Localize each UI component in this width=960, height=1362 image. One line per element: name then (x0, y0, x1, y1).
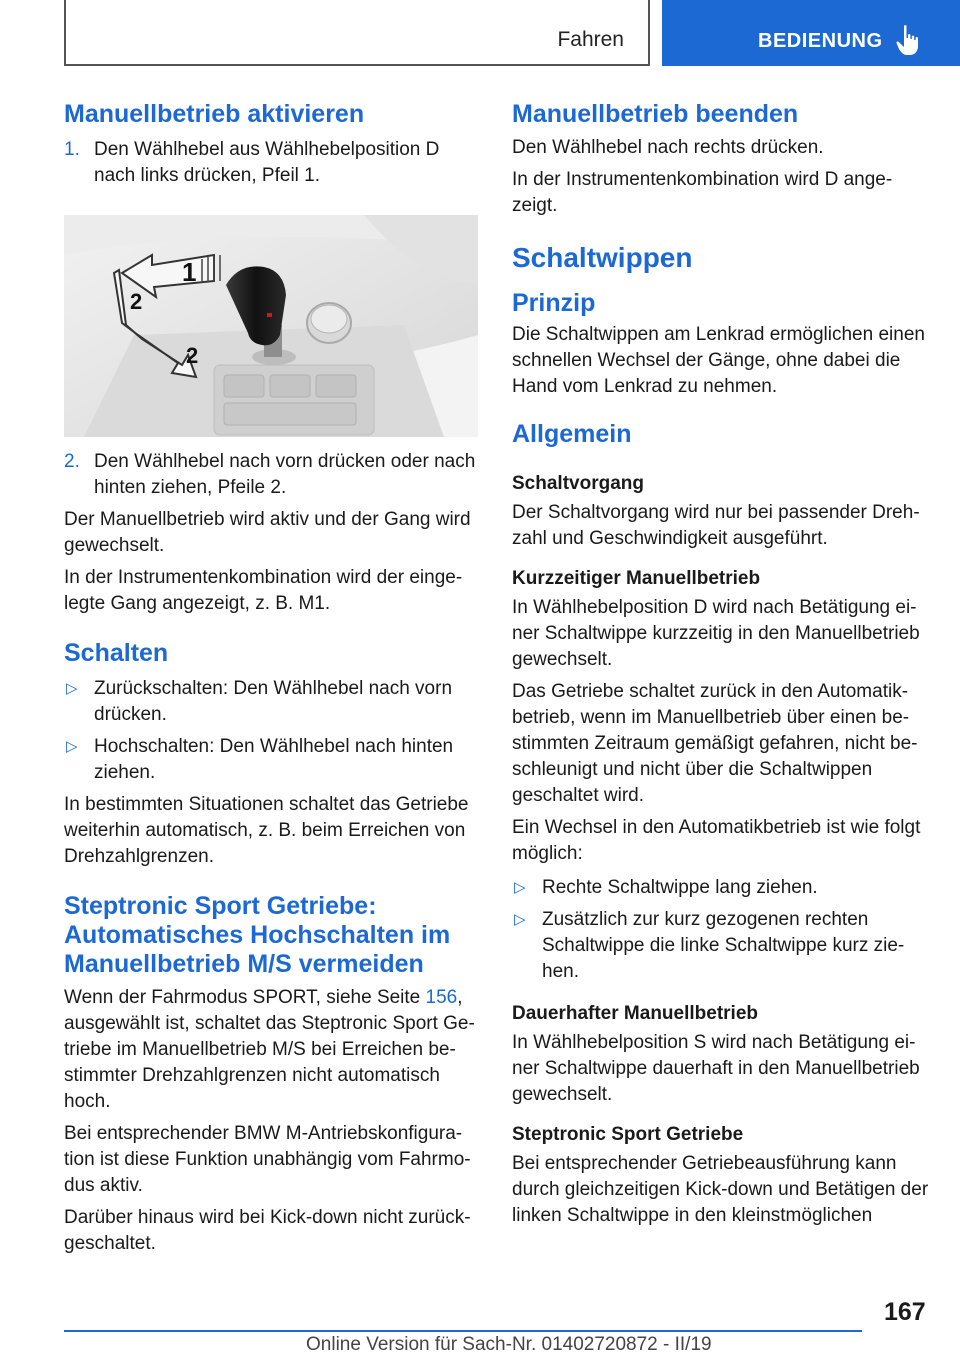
bullet-triangle-icon: ▷ (514, 911, 526, 928)
step-1 (64, 137, 478, 189)
paragraph-wechsel-automatik: Ein Wechsel in den Automatikbetrieb ist wie folgt möglich: (512, 817, 921, 864)
footer-divider (64, 1330, 862, 1332)
bullet-triangle-icon: ▷ (514, 879, 526, 896)
heading-manuellbetrieb-aktivieren: Manuellbetrieb aktivieren (64, 100, 365, 128)
header-section-box (64, 0, 650, 66)
paragraph-kick-down: Darüber hinaus wird bei Kick-down nicht zurück‐geschaltet. (64, 1207, 471, 1254)
paragraph-dauerhaft: In Wählhebelposition S wird nach Betätigung ei‐ner Schaltwippe dauerhaft in den Manuellbetrieb gewechselt. (512, 1032, 920, 1105)
bullet-triangle-icon: ▷ (66, 680, 78, 697)
right-column (512, 100, 932, 1229)
page-reference-link[interactable]: 156 (425, 987, 458, 1008)
step-text: Den Wählhebel nach vorn drücken oder nach hinten ziehen, Pfeile 2. (94, 451, 476, 498)
subheading-kurzzeitiger-manuellbetrieb: Kurzzeitiger Manuellbetrieb (512, 568, 761, 589)
step-text: Den Wählhebel aus Wählhebelposition D nach links drücken, Pfeil 1. (94, 139, 440, 186)
heading-steptronic-sport-getriebe: Steptronic Sport Getriebe: Automatisches Hochschalten im Manuellbetrieb M/S vermeiden (64, 892, 451, 978)
bullet-hochschalten: ▷ Hochschalten: Den Wählhebel nach hinten ziehen. (66, 736, 454, 783)
header-chapter-box (662, 0, 960, 66)
subheading-dauerhafter-manuellbetrieb: Dauerhafter Manuellbetrieb (512, 1003, 758, 1024)
subheading-schaltvorgang: Schaltvorgang (512, 473, 644, 494)
paragraph-schaltvorgang: Der Schaltvorgang wird nur bei passender Dreh‐zahl und Geschwindigkeit ausgeführt. (512, 502, 920, 549)
header-section-title: Fahren (557, 28, 624, 51)
page-number: 167 (884, 1298, 926, 1326)
paragraph-kurzzeitig: In Wählhebelposition D wird nach Betätigung ei‐ner Schaltwippe kurzzeitig in den Manuellbetrieb gewechselt. (512, 597, 920, 670)
left-column (64, 100, 478, 1257)
paragraph-manuellbetrieb-aktiv: Der Manuellbetrieb wird aktiv und der Gang wird gewechselt. (64, 509, 471, 556)
step-number: 2. (64, 451, 80, 472)
figure-arrow-2-bottom-label: 2 (186, 343, 199, 368)
gear-selector-illustration (64, 215, 478, 437)
paragraph-d-angezeigt: In der Instrumentenkombination wird D ange‐zeigt. (512, 169, 893, 216)
heading-manuellbetrieb-beenden: Manuellbetrieb beenden (512, 100, 799, 128)
bullet-rechte-schaltwippe: ▷ Rechte Schaltwippe lang ziehen. (512, 875, 932, 901)
header-chapter-title: BEDIENUNG (758, 30, 883, 52)
paragraph-bmw-m-antrieb: Bei entsprechender BMW M-Antriebskonfigura‐tion ist diese Funktion unabhängig vom Fahrmo‐dus aktiv. (64, 1123, 471, 1196)
paragraph-zurueck-automatik: Das Getriebe schaltet zurück in den Automatik‐betrieb, wenn im Manuellbetrieb über einen be‐stimmten Zeitraum gemäßigt gefahren, nicht be‐schleunigt und nicht über die Schaltwippen geschaltet wird. (512, 681, 918, 806)
paragraph-steptronic-sport: Bei entsprechender Getriebeausführung kann durch gleichzeitigen Kick-down und Betätigen der linken Schaltwippe in den kleinstmöglichen (512, 1153, 929, 1226)
paragraph-prinzip: Die Schaltwippen am Lenkrad ermöglichen einen schnellen Wechsel der Gänge, ohne dabei die Hand vom Lenkrad zu nehmen. (512, 324, 925, 397)
paragraph-fahrmodus-sport: Wenn der Fahrmodus SPORT, siehe Seite 156, ausgewählt ist, schaltet das Steptronic Sport Ge‐triebe im Manuellbetrieb M/S bei Erreichen be‐stimmter Drehzahlgrenzen nicht automatisch hoch. (64, 987, 475, 1112)
heading-allgemein: Allgemein (512, 420, 632, 448)
subheading-steptronic-sport-getriebe: Steptronic Sport Getriebe (512, 1124, 744, 1145)
footer-online-version: Online Version für Sach-Nr. 01402720872 - II/19 (306, 1334, 712, 1355)
paragraph-situationen: In bestimmten Situationen schaltet das Getriebe weiterhin automatisch, z. B. beim Erreichen von Drehzahlgrenzen. (64, 794, 469, 867)
heading-prinzip: Prinzip (512, 289, 596, 317)
step-number: 1. (64, 139, 80, 160)
pointing-hand-icon (896, 24, 922, 56)
bullet-triangle-icon: ▷ (66, 738, 78, 755)
heading-schaltwippen: Schaltwippen (512, 242, 693, 273)
step-2 (64, 449, 478, 501)
gear-selector-figure (64, 215, 478, 437)
paragraph-nach-rechts: Den Wählhebel nach rechts drücken. (512, 137, 824, 158)
heading-schalten: Schalten (64, 639, 169, 667)
figure-arrow-1-label: 1 (182, 257, 197, 287)
paragraph-instrumentenkombination: In der Instrumentenkombination wird der einge‐legte Gang angezeigt, z. B. M1. (64, 567, 463, 614)
bullet-zusaetzlich: ▷ Zusätzlich zur kurz gezogenen rechten Schaltwippe die linke Schaltwippe kurz zie‐hen. (514, 909, 905, 982)
figure-arrow-2-top-label: 2 (130, 289, 143, 314)
bullet-zurueckschalten: ▷ Zurückschalten: Den Wählhebel nach vorn drücken. (66, 678, 453, 725)
